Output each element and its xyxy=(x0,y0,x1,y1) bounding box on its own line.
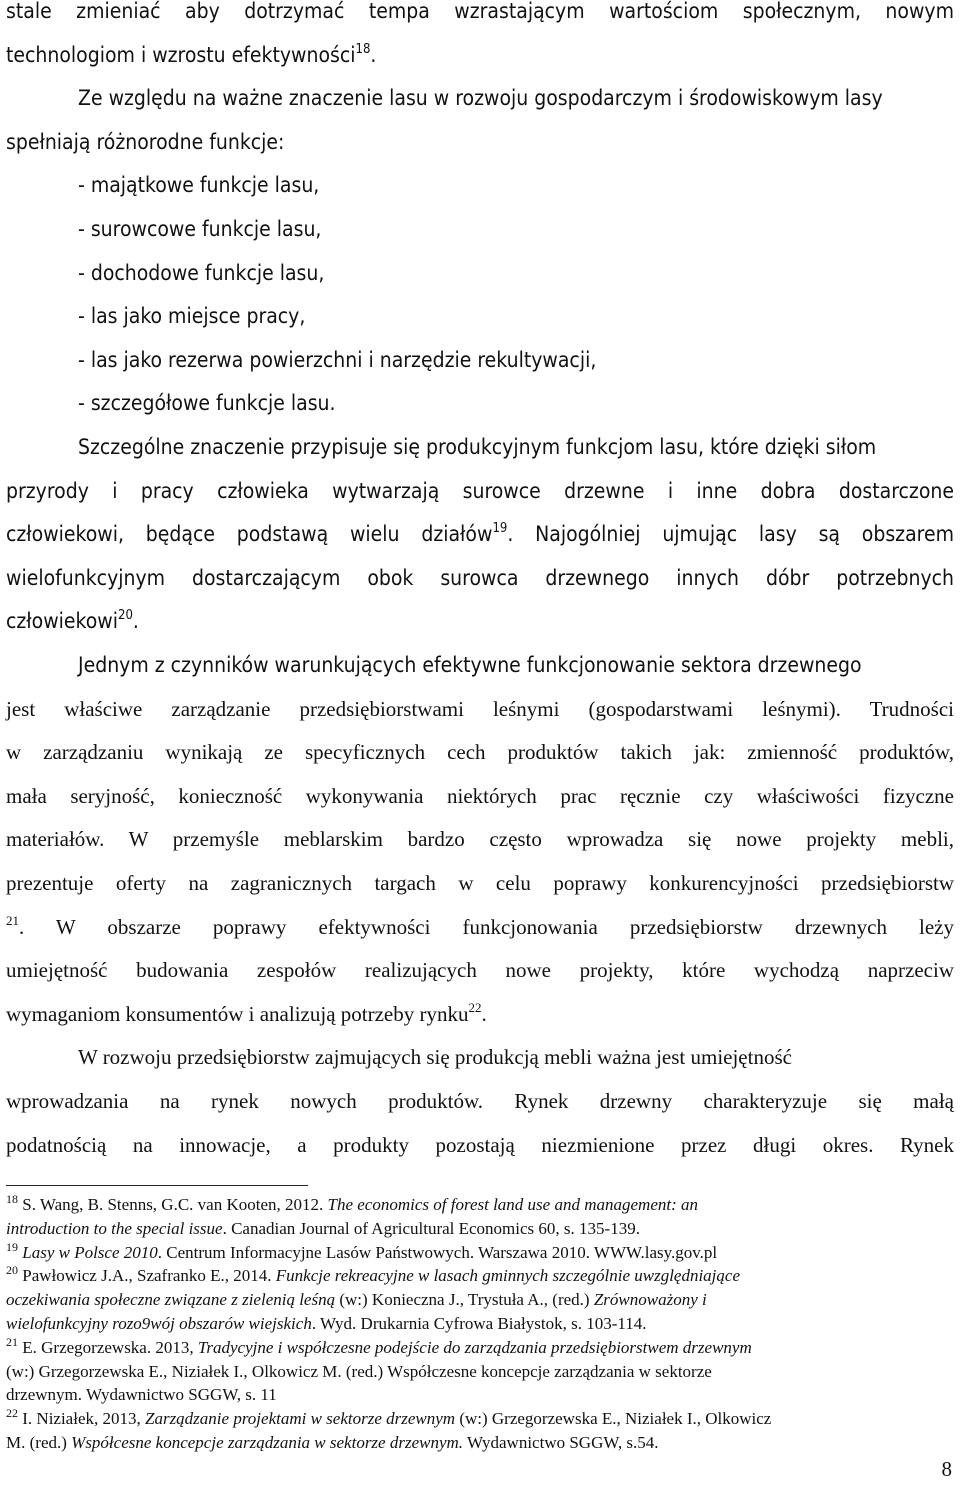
text-line xyxy=(6,388,954,418)
text-line xyxy=(6,127,954,157)
line-text: podatnością na innowacje, a produkty pozostają niezmienione przez długi okres. Rynek xyxy=(6,1132,954,1157)
text-line xyxy=(6,563,954,593)
footnote-text: M. (red.) xyxy=(6,1433,72,1452)
footnote-line xyxy=(6,1194,954,1216)
footnote-text: Wydawnictwo SGGW, s.54. xyxy=(463,1433,659,1452)
line-text: prezentuje oferty na zagranicznych targach w celu poprawy konkurencyjności przedsiębiorstw xyxy=(6,871,954,895)
text-line xyxy=(6,0,954,26)
text-line xyxy=(6,476,954,506)
text-line xyxy=(6,519,954,549)
text-line xyxy=(6,345,954,375)
line-text: W rozwoju przedsiębiorstw zajmujących się produkcją mebli ważna jest umiejętność xyxy=(78,1045,792,1070)
line-text: - surowcowe funkcje lasu, xyxy=(78,217,322,241)
footnote-number: 22 xyxy=(6,1406,18,1421)
text-line xyxy=(6,868,954,898)
line-text: spełniają różnorodne funkcje: xyxy=(6,129,285,154)
line-text: wielofunkcyjnym dostarczającym obok surowca drzewnego innych dóbr potrzebnych xyxy=(6,565,954,590)
footnote-text: S. Wang, B. Stenns, G.C. van Kooten, 2012. xyxy=(18,1195,328,1214)
line-text-after: . W obszarze poprawy efektywności funkcjonowania przedsiębiorstw drzewnych leży xyxy=(19,914,954,939)
line-text: mała seryjność, konieczność wykonywania niektórych prac ręcznie czy właściwości fizyczne xyxy=(6,783,954,808)
footnote-italic: oczekiwania społeczne związane z zielenią leśną xyxy=(6,1290,336,1310)
footnote-italic: The economics of forest land use and management: an xyxy=(327,1195,698,1214)
footnote-text: . Wyd. Drukarnia Cyfrowa Białystok, s. 103-114. xyxy=(311,1314,647,1333)
text-line xyxy=(6,606,954,636)
footnote-italic: introduction to the special issue xyxy=(6,1218,223,1238)
footnote-italic: Funkcje rekreacyjne w lasach gminnych szczególnie uwzględniające xyxy=(275,1266,740,1286)
text-line xyxy=(6,650,954,680)
footnote-text: (w:) Grzegorzewska E., Niziałek I., Olkowicz M. (red.) Współczesne koncepcje zarządzania w sektorze xyxy=(6,1361,712,1381)
footnote-text: . Canadian Journal of Agricultural Economics 60, s. 135-139. xyxy=(222,1218,640,1238)
footnote-number: 21 xyxy=(6,1334,18,1349)
text-line xyxy=(6,737,954,767)
footnote-number: 18 xyxy=(6,1192,18,1206)
text-line xyxy=(6,1086,954,1116)
text-line xyxy=(6,170,954,200)
footnote-ref: 20 xyxy=(118,608,133,624)
footnote-text: I. Niziałek, 2013, xyxy=(18,1409,145,1429)
footnote-line xyxy=(6,1408,954,1430)
line-text: przyrody i pracy człowieka wytwarzają surowce drzewne i inne dobra dostarczone xyxy=(6,478,954,503)
footnote-line xyxy=(6,1313,954,1335)
text-line xyxy=(6,694,954,724)
footnote-italic: Zrównoważony i xyxy=(593,1290,707,1310)
text-line xyxy=(6,214,954,244)
footnote-line xyxy=(6,1361,954,1383)
line-text: technologiom i wzrostu efektywności xyxy=(6,42,356,67)
footnote-italic: Tradycyjne i współczesne podejście do zarządzania przedsiębiorstwem drzewnym xyxy=(197,1337,752,1357)
line-text: - dochodowe funkcje lasu, xyxy=(78,260,325,285)
line-text: materiałów. W przemyśle meblarskim bardzo często wprowadza się nowe projekty mebli, xyxy=(6,827,954,852)
footnote-ref: 21 xyxy=(6,912,19,928)
footnote-ref: 18 xyxy=(355,41,371,57)
footnote-line xyxy=(6,1239,954,1264)
line-text-after: . xyxy=(370,42,377,67)
footnote-number: 19 xyxy=(6,1239,18,1254)
text-line xyxy=(6,824,954,854)
line-text: wprowadzania na rynek nowych produktów. Rynek drzewny charakteryzuje się małą xyxy=(6,1089,954,1113)
line-text: stale zmieniać aby dotrzymać tempa wzrastającym wartościom społecznym, nowym xyxy=(6,0,954,23)
footnote-italic: wielofunkcyjny rozo9wój obszarów wiejskich xyxy=(6,1314,312,1333)
footnote-line xyxy=(6,1334,954,1359)
line-text: człowiekowi xyxy=(6,609,119,634)
text-line xyxy=(6,955,954,985)
line-text: jest właściwe zarządzanie przedsiębiorstwami leśnymi (gospodarstwami leśnymi). Trudności xyxy=(6,696,954,721)
line-text: - majątkowe funkcje lasu, xyxy=(78,173,320,198)
text-line xyxy=(6,1042,954,1072)
line-text: wymaganiom konsumentów i analizują potrzeby rynku xyxy=(6,1001,469,1026)
text-line xyxy=(6,432,954,462)
line-text: - las jako rezerwa powierzchni i narzędzie rekultywacji, xyxy=(78,347,597,372)
footnote-text: E. Grzegorzewska. 2013, xyxy=(18,1337,198,1357)
text-line xyxy=(6,1130,954,1160)
footnote-italic: Współcesne koncepcje zarządzania w sektorze drzewnym. xyxy=(71,1433,464,1452)
footnote-line xyxy=(6,1289,954,1311)
footnote-ref: 19 xyxy=(492,521,508,537)
text-line xyxy=(6,781,954,811)
footnote-separator xyxy=(6,1185,308,1186)
footnote-italic: Lasy w Polsce 2010 xyxy=(18,1242,158,1262)
text-line xyxy=(6,40,954,70)
line-text: umiejętność budowania zespołów realizujących nowe projekty, które wychodzą naprzeciw xyxy=(6,958,954,983)
page-number: 8 xyxy=(941,1457,952,1481)
line-text: Szczególne znaczenie przypisuje się produkcyjnym funkcjom lasu, które dzięki siłom xyxy=(78,435,877,459)
line-text: - las jako miejsce pracy, xyxy=(78,304,306,329)
footnote-text: Pawłowicz J.A., Szafranko E., 2014. xyxy=(18,1266,276,1286)
footnote-italic: Zarządzanie projektami w sektorze drzewnym xyxy=(145,1409,456,1429)
text-line xyxy=(6,258,954,288)
text-line xyxy=(6,301,954,331)
text-line xyxy=(6,912,954,942)
footnote-line xyxy=(6,1384,954,1406)
text-line xyxy=(6,999,954,1029)
footnote-number: 20 xyxy=(6,1263,18,1278)
footnote-text: drzewnym. Wydawnictwo SGGW, s. 11 xyxy=(6,1385,277,1405)
text-line xyxy=(6,83,954,113)
footnote-line xyxy=(6,1265,954,1287)
line-text: Ze względu na ważne znaczenie lasu w rozwoju gospodarczym i środowiskowym lasy xyxy=(78,86,883,111)
line-text: w zarządzaniu wynikają ze specyficznych cech produktów takich jak: zmienność produktów, xyxy=(6,740,954,765)
line-text: - szczegółowe funkcje lasu. xyxy=(78,391,336,416)
footnote-line xyxy=(6,1432,954,1454)
line-text-after: . Najogólniej ujmując lasy są obszarem xyxy=(507,522,954,547)
footnote-text: . Centrum Informacyjne Lasów Państwowych. Warszawa 2010. WWW.lasy.gov.pl xyxy=(157,1242,718,1262)
footnote-text: (w:) Grzegorzewska E., Niziałek I., Olkowicz xyxy=(455,1409,772,1429)
line-text: Jednym z czynników warunkujących efektywne funkcjonowanie sektora drzewnego xyxy=(78,653,862,677)
line-text-after: . xyxy=(132,609,139,634)
line-text: człowiekowi, będące podstawą wielu działów xyxy=(6,522,493,547)
footnote-text: (w:) Konieczna J., Trystuła A., (red.) xyxy=(335,1290,594,1310)
line-text-after: . xyxy=(481,1001,487,1026)
footnote-line xyxy=(6,1218,954,1240)
footnote-ref: 22 xyxy=(468,999,482,1015)
